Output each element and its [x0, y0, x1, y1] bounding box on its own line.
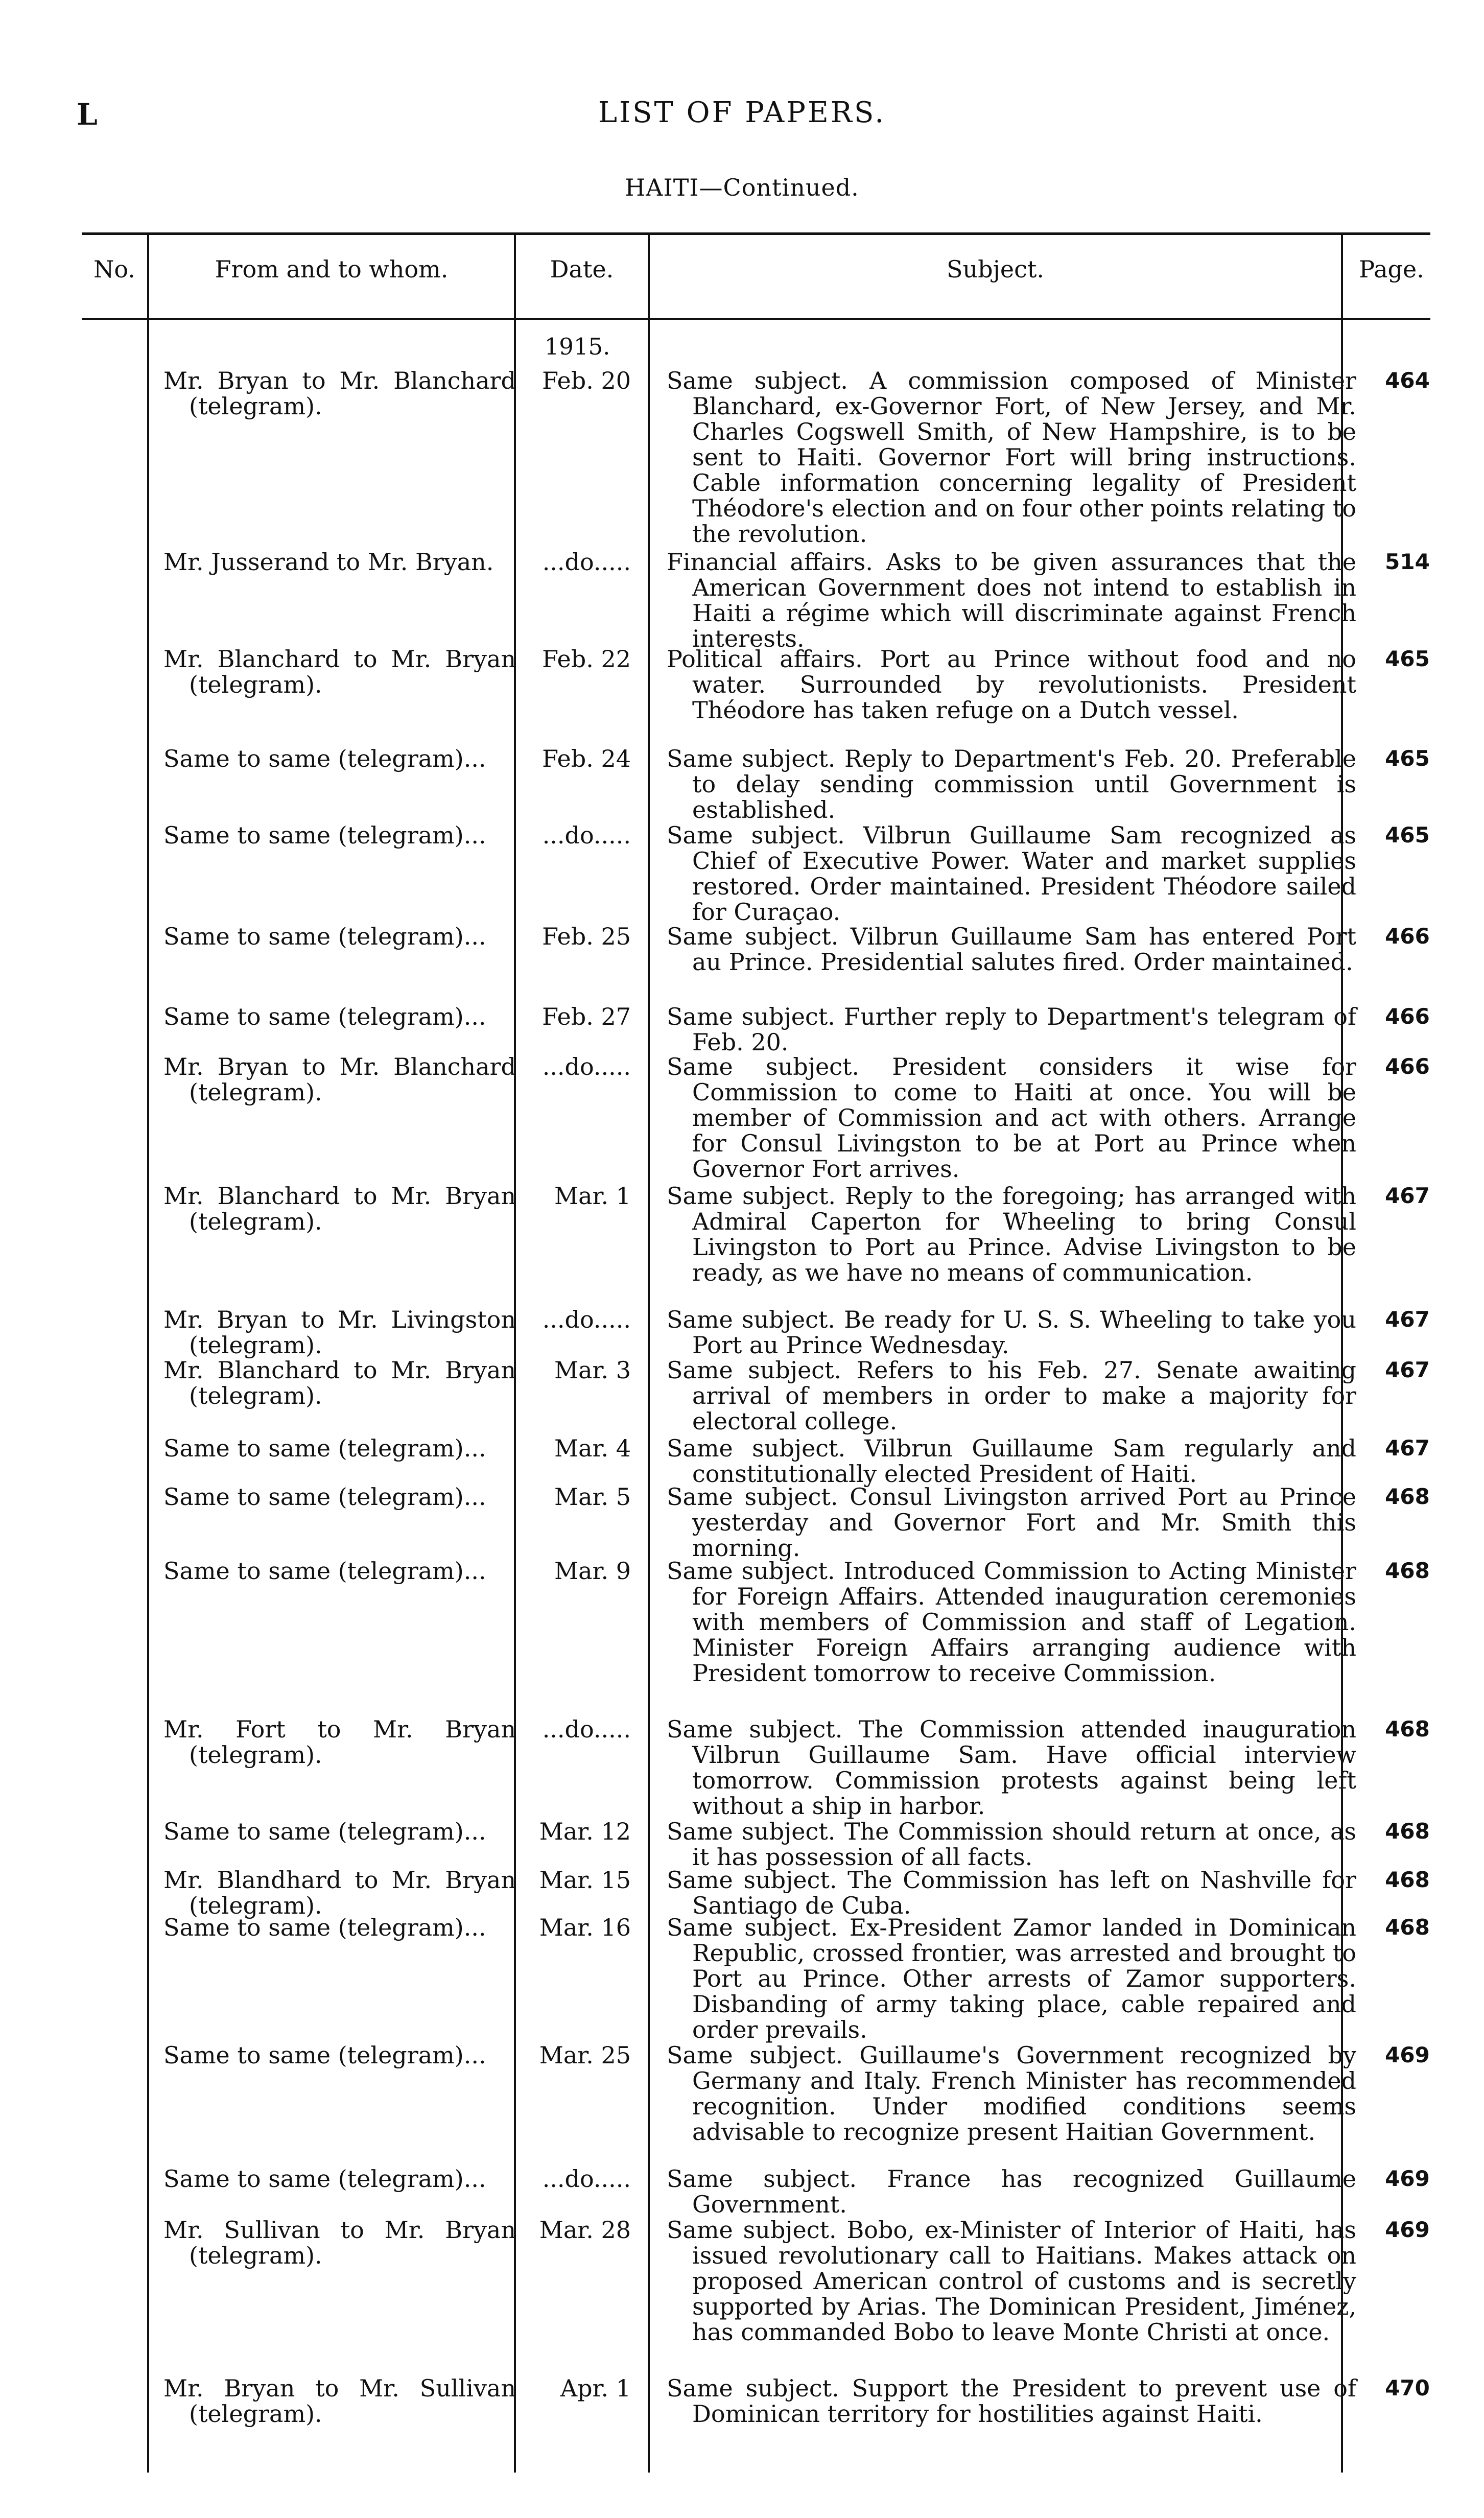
- page-letter: L: [77, 97, 98, 132]
- row-date: Feb. 24: [542, 745, 631, 772]
- header-date: Date.: [550, 255, 614, 283]
- row-from-to: Same to same (telegram)...: [163, 745, 486, 772]
- row-subject: Same subject. Support the President to prevent use of Dominican territory for hostilities against Haiti.: [667, 2374, 1356, 2428]
- header-no: No.: [93, 255, 135, 283]
- row-date: Mar. 9: [554, 1557, 631, 1585]
- row-date: Feb. 22: [542, 645, 631, 673]
- row-from-to: Same to same (telegram)...: [163, 1434, 486, 1462]
- table-top-rule: [82, 232, 1430, 235]
- row-from-to: Mr. Blanchard to Mr. Bryan (telegram).: [163, 645, 516, 698]
- row-date: ...do.....: [542, 821, 631, 849]
- row-date: Mar. 3: [554, 1356, 631, 1384]
- row-date: Mar. 28: [539, 2216, 631, 2244]
- row-subject: Same subject. The Commission should return at once, as it has possession of all facts.: [667, 1818, 1356, 1871]
- row-date: ...do.....: [542, 1306, 631, 1333]
- row-subject: Same subject. Guillaume's Government recognized by Germany and Italy. French Minister has recommended recognition. Under modified conditions seems advisable to recognize present Haitian Government.: [667, 2041, 1356, 2146]
- row-from-to: Same to same (telegram)...: [163, 1483, 486, 1511]
- row-date: Apr. 1: [560, 2374, 631, 2402]
- row-date: Mar. 4: [554, 1434, 631, 1462]
- row-from-to: Mr. Bryan to Mr. Sullivan (telegram).: [163, 2374, 516, 2428]
- header-bottom-rule: [82, 318, 1430, 320]
- row-subject: Same subject. France has recognized Guillaume Government.: [667, 2165, 1356, 2218]
- header-subject: Subject.: [947, 255, 1044, 283]
- row-subject: Same subject. Be ready for U. S. S. Wheeling to take you Port au Prince Wednesday.: [667, 1306, 1356, 1359]
- row-page: 468: [1385, 1484, 1430, 1509]
- row-from-to: Same to same (telegram)...: [163, 2165, 486, 2193]
- header-page: Page.: [1359, 255, 1424, 283]
- row-page: 466: [1385, 924, 1430, 949]
- row-subject: Same subject. Introduced Commission to Acting Minister for Foreign Affairs. Attended inauguration ceremonies with members of Commission and staff of Legation. Minister Foreign Affairs arranging audience with President tomorrow to receive Commission.: [667, 1557, 1356, 1687]
- row-from-to: Same to same (telegram)...: [163, 923, 486, 950]
- row-date: Feb. 25: [542, 923, 631, 950]
- row-subject: Same subject. Vilbrun Guillaume Sam recognized as Chief of Executive Power. Water and market supplies restored. Order maintained. President Théodore sailed for Curaçao.: [667, 821, 1356, 926]
- row-page: 470: [1385, 2375, 1430, 2401]
- row-date: Mar. 1: [554, 1182, 631, 1210]
- row-page: 514: [1385, 549, 1430, 574]
- row-from-to: Mr. Sullivan to Mr. Bryan (telegram).: [163, 2216, 516, 2269]
- row-date: Mar. 12: [539, 1818, 631, 1845]
- row-page: 465: [1385, 822, 1430, 848]
- row-date: Feb. 27: [542, 1003, 631, 1030]
- row-page: 467: [1385, 1436, 1430, 1461]
- row-subject: Same subject. President considers it wise for Commission to come to Haiti at once. You will be member of Commission and act with others. Arrange for Consul Livingston to be at Port au Prince when Governor Fort arrives.: [667, 1053, 1356, 1183]
- row-page: 468: [1385, 1716, 1430, 1742]
- row-subject: Same subject. Reply to the foregoing; has arranged with Admiral Caperton for Wheeling to bring Consul Livingston to Port au Prince. Advise Livingston to be ready, as we have no means of communication.: [667, 1182, 1356, 1286]
- row-subject: Same subject. The Commission has left on Nashville for Santiago de Cuba.: [667, 1866, 1356, 1919]
- row-from-to: Mr. Blanchard to Mr. Bryan (telegram).: [163, 1356, 516, 1409]
- row-subject: Same subject. The Commission attended inauguration Vilbrun Guillaume Sam. Have official interview tomorrow. Commission protests against being left without a ship in harbor.: [667, 1715, 1356, 1820]
- row-page: 465: [1385, 646, 1430, 671]
- row-date: ...do.....: [542, 2165, 631, 2193]
- row-subject: Financial affairs. Asks to be given assurances that the American Government does not intend to establish in Haiti a régime which will discriminate against French interests.: [667, 548, 1356, 652]
- row-subject: Same subject. Ex-President Zamor landed in Dominican Republic, crossed frontier, was arrested and brought to Port au Prince. Other arrests of Zamor supporters. Disbanding of army taking place, cable repaired and order prevails.: [667, 1914, 1356, 2043]
- row-subject: Same subject. Refers to his Feb. 27. Senate awaiting arrival of members in order to make a majority for electoral college.: [667, 1356, 1356, 1435]
- row-from-to: Mr. Jusserand to Mr. Bryan.: [163, 548, 494, 576]
- row-from-to: Same to same (telegram)...: [163, 1003, 486, 1030]
- row-date: Feb. 20: [542, 367, 631, 394]
- row-page: 465: [1385, 746, 1430, 771]
- row-from-to: Same to same (telegram)...: [163, 1818, 486, 1845]
- row-page: 467: [1385, 1183, 1430, 1208]
- row-page: 468: [1385, 1867, 1430, 1892]
- row-from-to: Mr. Fort to Mr. Bryan (telegram).: [163, 1715, 516, 1769]
- row-subject: Same subject. Further reply to Department's telegram of Feb. 20.: [667, 1003, 1356, 1056]
- row-subject: Same subject. Consul Livingston arrived Port au Prince yesterday and Governor Fort and Mr. Smith this morning.: [667, 1483, 1356, 1562]
- row-from-to: Mr. Bryan to Mr. Blanchard (telegram).: [163, 367, 516, 420]
- row-page: 466: [1385, 1054, 1430, 1079]
- row-page: 468: [1385, 1915, 1430, 1940]
- row-page: 468: [1385, 1558, 1430, 1583]
- header-from-to: From and to whom.: [215, 255, 449, 283]
- row-date: Mar. 25: [539, 2041, 631, 2069]
- page-title: LIST OF PAPERS.: [598, 96, 886, 129]
- row-from-to: Same to same (telegram)...: [163, 1914, 486, 1941]
- row-subject: Same subject. Reply to Department's Feb. 20. Preferable to delay sending commission until Government is established.: [667, 745, 1356, 823]
- row-page: 466: [1385, 1004, 1430, 1029]
- column-divider: [147, 235, 149, 2473]
- row-page: 469: [1385, 2166, 1430, 2191]
- row-subject: Same subject. Bobo, ex-Minister of Interior of Haiti, has issued revolutionary call to Haitians. Makes attack on proposed American control of customs and is secretly supported by Arias. The Dominican President, Jiménez, has commanded Bobo to leave Monte Christi at once.: [667, 2216, 1356, 2346]
- row-from-to: Mr. Blandhard to Mr. Bryan (telegram).: [163, 1866, 516, 1919]
- row-from-to: Mr. Bryan to Mr. Livingston (telegram).: [163, 1306, 516, 1359]
- page-subtitle: HAITI—Continued.: [625, 174, 859, 201]
- row-from-to: Same to same (telegram)...: [163, 2041, 486, 2069]
- row-page: 467: [1385, 1307, 1430, 1332]
- row-from-to: Same to same (telegram)...: [163, 821, 486, 849]
- row-date: Mar. 5: [554, 1483, 631, 1511]
- row-page: 468: [1385, 1819, 1430, 1844]
- row-subject: Same subject. Vilbrun Guillaume Sam has entered Port au Prince. Presidential salutes fired. Order maintained.: [667, 923, 1356, 976]
- row-date: ...do.....: [542, 1715, 631, 1743]
- column-divider: [648, 235, 650, 2473]
- row-subject: Political affairs. Port au Prince without food and no water. Surrounded by revolutionists. President Théodore has taken refuge on a Dutch vessel.: [667, 645, 1356, 724]
- row-date: Mar. 15: [539, 1866, 631, 1894]
- row-subject: Same subject. Vilbrun Guillaume Sam regularly and constitutionally elected President of Haiti.: [667, 1434, 1356, 1488]
- row-subject: Same subject. A commission composed of Minister Blanchard, ex-Governor Fort, of New Jersey, and Mr. Charles Cogswell Smith, of New Hampshire, is to be sent to Haiti. Governor Fort will bring instructions. Cable information concerning legality of President Théodore's election and on four other points relating to the revolution.: [667, 367, 1356, 548]
- row-page: 464: [1385, 368, 1430, 393]
- row-page: 469: [1385, 2217, 1430, 2242]
- row-date: ...do.....: [542, 548, 631, 576]
- row-page: 467: [1385, 1357, 1430, 1382]
- row-date: ...do.....: [542, 1053, 631, 1080]
- row-date: Mar. 16: [539, 1914, 631, 1941]
- row-page: 469: [1385, 2042, 1430, 2067]
- year-label: 1915.: [544, 333, 610, 360]
- row-from-to: Mr. Blanchard to Mr. Bryan (telegram).: [163, 1182, 516, 1235]
- row-from-to: Mr. Bryan to Mr. Blanchard (telegram).: [163, 1053, 516, 1106]
- row-from-to: Same to same (telegram)...: [163, 1557, 486, 1585]
